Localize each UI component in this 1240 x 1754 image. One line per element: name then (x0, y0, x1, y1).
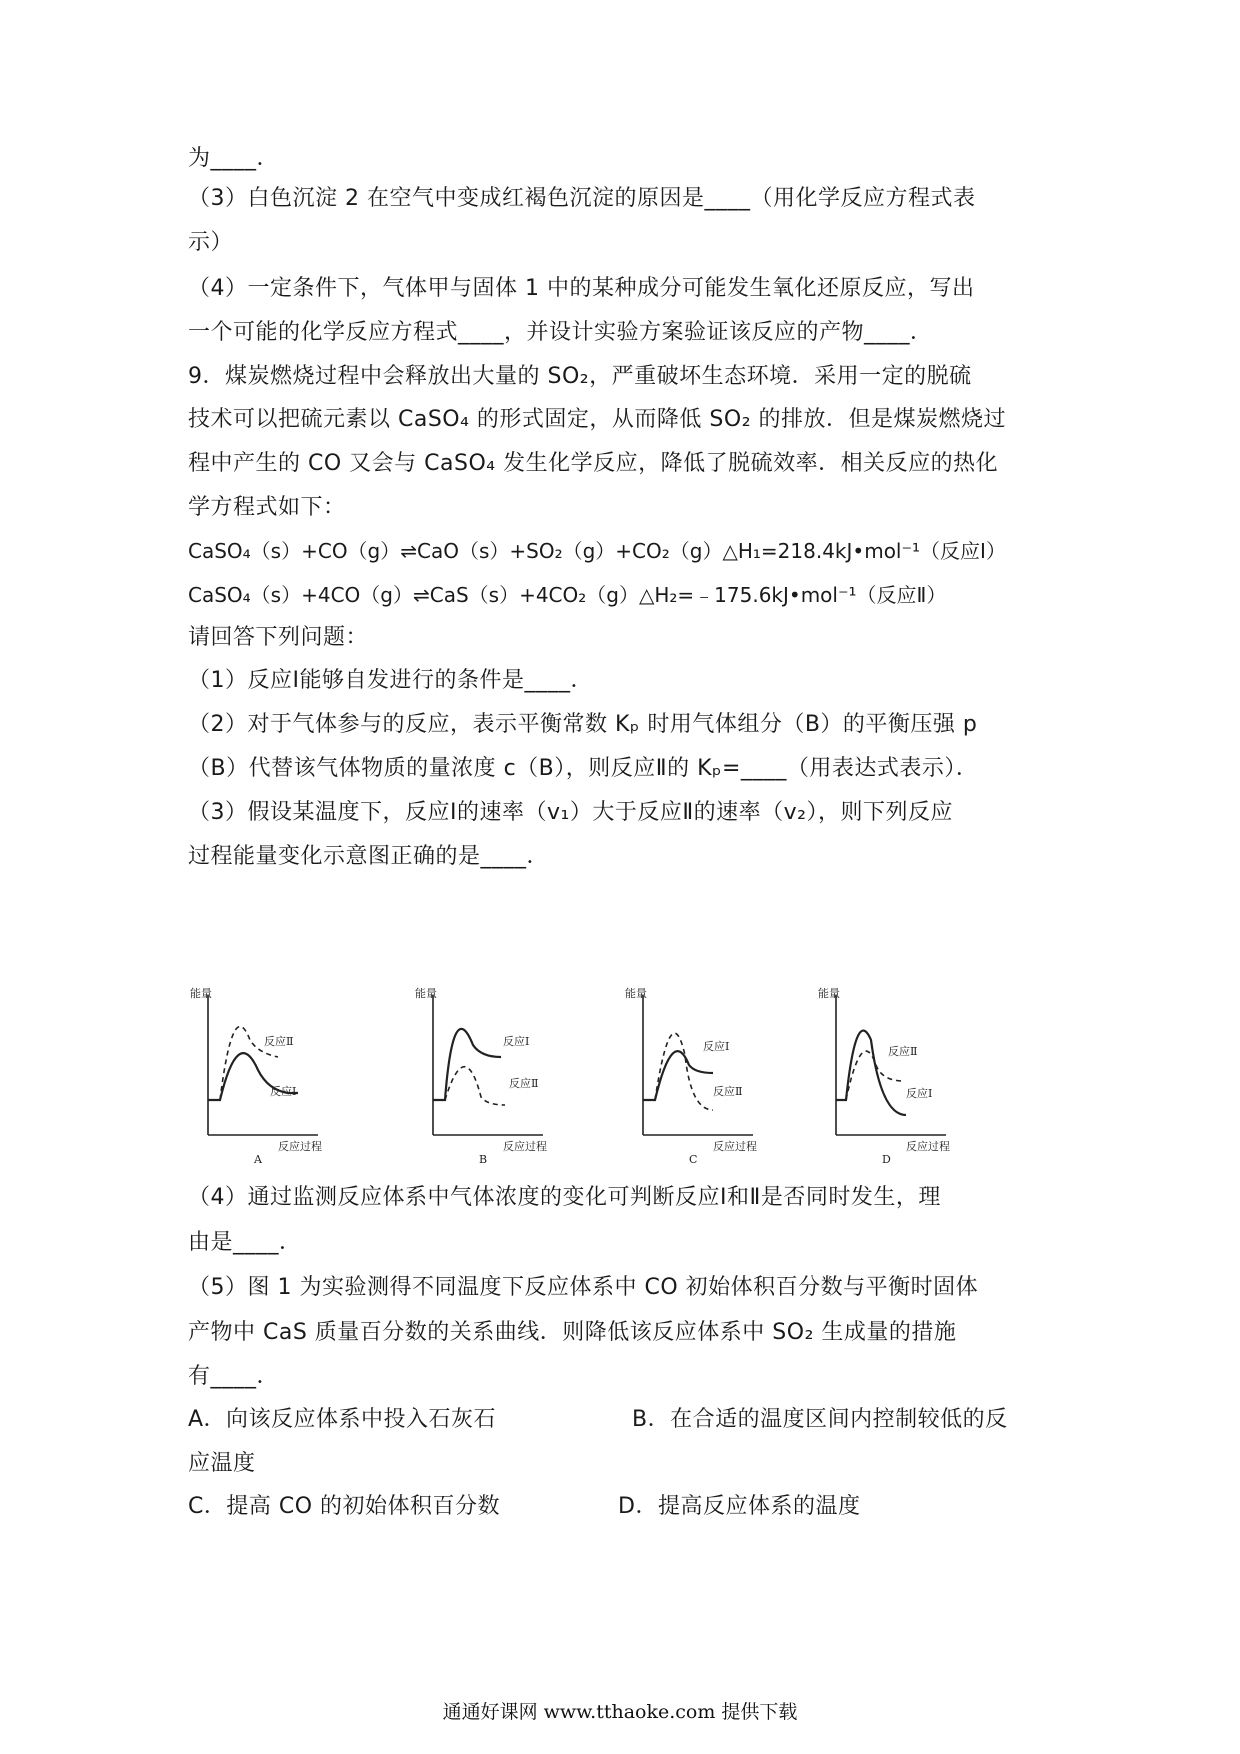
x-axis-label: 反应过程 (713, 1140, 757, 1153)
x-axis-label: 反应过程 (278, 1140, 322, 1153)
energy-diagram-d (816, 985, 1006, 1165)
option-d: D．提高反应体系的温度 (618, 1494, 861, 1519)
text-line: 技术可以把硫元素以 CaSO₄ 的形式固定，从而降低 SO₂ 的排放．但是煤炭燃烧过 (188, 407, 1007, 432)
energy-diagram-a (188, 985, 378, 1165)
text-line: 产物中 CaS 质量百分数的关系曲线．则降低该反应体系中 SO₂ 生成量的措施 (188, 1320, 957, 1345)
curve-label-upper: 反应Ⅰ (703, 1040, 730, 1053)
question-9-stem: 9．煤炭燃烧过程中会释放出大量的 SO₂，严重破坏生态环境．采用一定的脱硫 (188, 364, 972, 389)
curve-label-upper: 反应Ⅱ (888, 1045, 918, 1058)
energy-diagram-svg (623, 985, 813, 1165)
text-line: （4）一定条件下，气体甲与固体 1 中的某种成分可能发生氧化还原反应，写出 (188, 276, 975, 301)
text-line: 应温度 (188, 1451, 256, 1476)
text-line: 有____． (188, 1364, 280, 1389)
y-axis-label: 能量 (190, 987, 212, 1000)
diagram-letter: A (254, 1153, 262, 1165)
subquestion-4: （4）通过监测反应体系中气体浓度的变化可判断反应Ⅰ和Ⅱ是否同时发生，理 (188, 1185, 941, 1210)
energy-diagram-svg (816, 985, 1006, 1165)
curve-label-lower: 反应Ⅰ (270, 1085, 297, 1098)
x-axis-label: 反应过程 (906, 1140, 950, 1153)
subquestion-3: （3）假设某温度下，反应Ⅰ的速率（v₁）大于反应Ⅱ的速率（v₂），则下列反应 (188, 800, 953, 825)
diagram-letter: C (689, 1153, 698, 1165)
curve-label-upper: 反应Ⅰ (503, 1035, 530, 1048)
equation-reaction-2: CaSO₄（s）+4CO（g）⇌CaS（s）+4CO₂（g）△H₂=﹣175.6kJ•mol⁻¹（反应Ⅱ） (188, 583, 947, 607)
text-line: 为____． (188, 146, 280, 171)
footer-source: 通通好课网 www.tthaoke.com 提供下载 (442, 1701, 798, 1723)
subquestion-5: （5）图 1 为实验测得不同温度下反应体系中 CO 初始体积百分数与平衡时固体 (188, 1275, 979, 1300)
curve-solid (836, 1031, 906, 1115)
text-line: 程中产生的 CO 又会与 CaSO₄ 发生化学反应，降低了脱硫效率．相关反应的热化 (188, 451, 999, 476)
curve-solid (643, 1051, 713, 1100)
subquestion-1: （1）反应Ⅰ能够自发进行的条件是____． (188, 668, 593, 693)
option-a: A．向该反应体系中投入石灰石 (188, 1407, 497, 1432)
curve-label-lower: 反应Ⅱ (509, 1077, 539, 1090)
curve-label-lower: 反应Ⅱ (713, 1085, 743, 1098)
equation-reaction-1: CaSO₄（s）+CO（g）⇌CaO（s）+SO₂（g）+CO₂（g）△H₁=218.4kJ•mol⁻¹（反应Ⅰ） (188, 539, 1006, 563)
diagram-letter: B (479, 1153, 488, 1165)
energy-diagrams (188, 985, 1008, 1165)
energy-diagram-svg (413, 985, 603, 1165)
text-line: 学方程式如下： (188, 495, 346, 520)
energy-diagram-svg (188, 985, 378, 1165)
diagram-letter: D (882, 1153, 891, 1165)
text-line: （B）代替该气体物质的量浓度 c（B），则反应Ⅱ的 Kₚ=____（用表达式表示）． (188, 756, 979, 781)
text-line: 请回答下列问题： (188, 625, 369, 650)
text-line: 过程能量变化示意图正确的是____． (188, 844, 550, 869)
y-axis-label: 能量 (818, 987, 840, 1000)
subquestion-2: （2）对于气体参与的反应，表示平衡常数 Kₚ 时用气体组分（B）的平衡压强 p (188, 712, 978, 737)
energy-diagram-b (413, 985, 603, 1165)
curve-dashed (445, 1067, 505, 1105)
energy-diagram-c (623, 985, 813, 1165)
y-axis-label: 能量 (415, 987, 437, 1000)
x-axis-label: 反应过程 (503, 1140, 547, 1153)
text-line: （3）白色沉淀 2 在空气中变成红褐色沉淀的原因是____（用化学反应方程式表 (188, 186, 976, 211)
y-axis-label: 能量 (625, 987, 647, 1000)
text-line: 示） (188, 230, 234, 255)
option-b: B．在合适的温度区间内控制较低的反 (632, 1407, 1008, 1432)
curve-label-lower: 反应Ⅰ (906, 1087, 933, 1100)
text-line: 由是____． (188, 1230, 302, 1255)
option-c: C．提高 CO 的初始体积百分数 (188, 1494, 501, 1519)
text-line: 一个可能的化学反应方程式____，并设计实验方案验证该反应的产物____． (188, 320, 933, 345)
curve-solid (433, 1029, 501, 1100)
curve-label-upper: 反应Ⅱ (264, 1035, 294, 1048)
